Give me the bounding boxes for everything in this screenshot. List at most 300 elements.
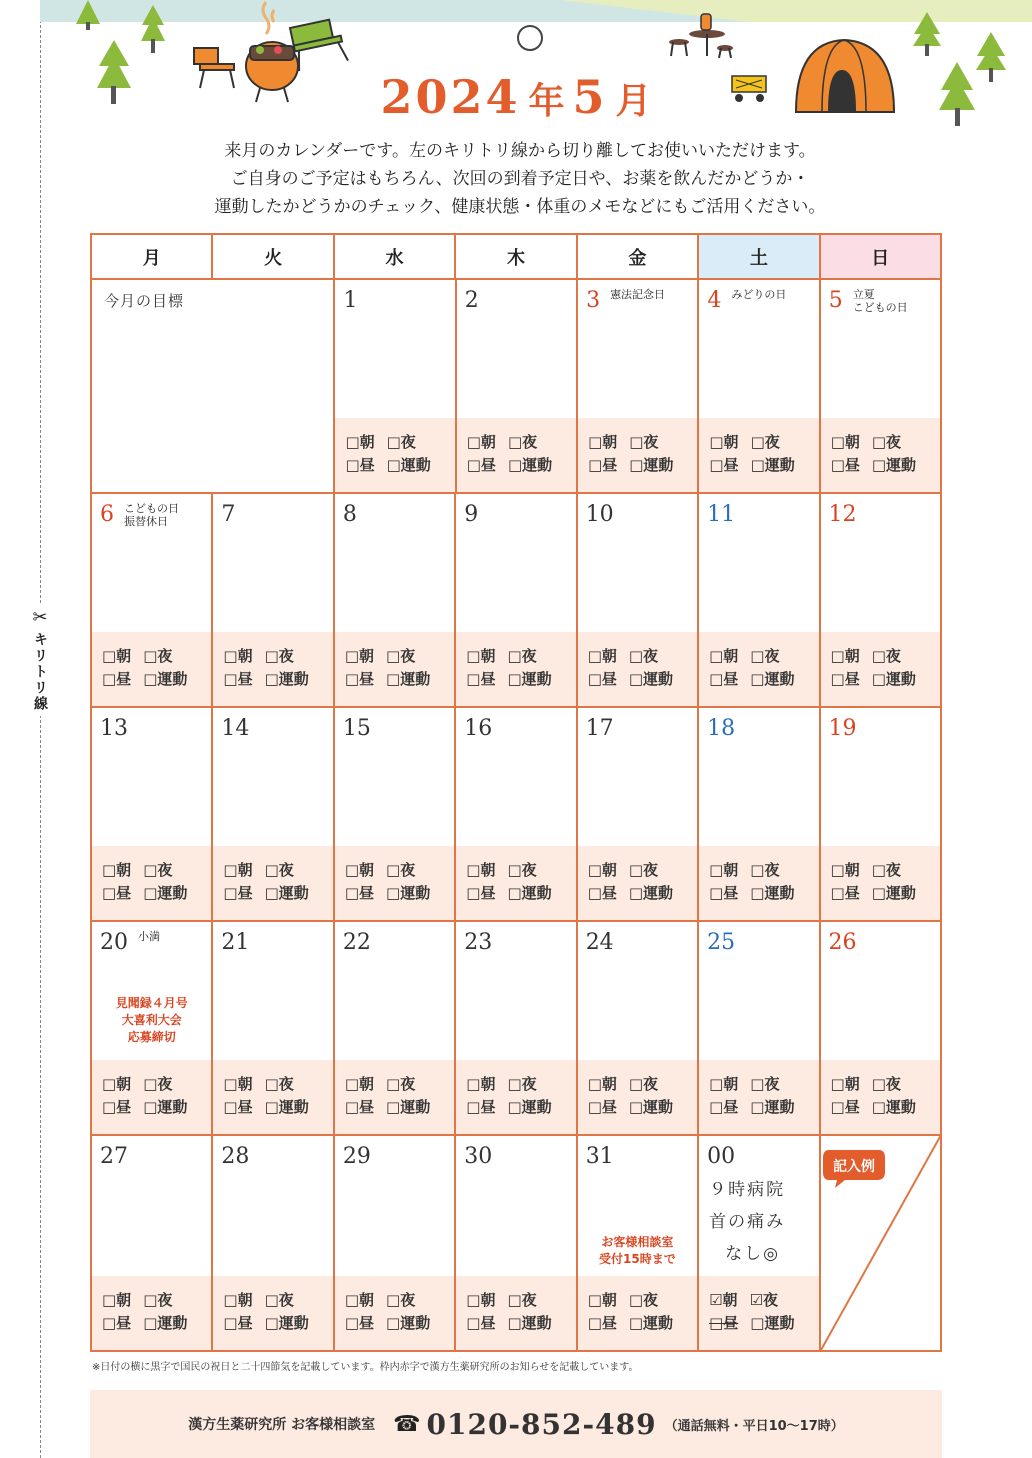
weekday-header-thu: 木 — [456, 235, 577, 278]
holiday-note: 小満 — [138, 930, 160, 943]
check-night[interactable]: □夜 — [507, 861, 537, 879]
tree-icon — [75, 0, 101, 30]
check-noon[interactable]: □昼 — [344, 884, 375, 902]
check-night[interactable]: □夜 — [871, 433, 902, 451]
check-night[interactable]: □夜 — [386, 433, 416, 451]
day-cell — [213, 708, 334, 920]
check-noon[interactable]: □昼 — [709, 670, 739, 688]
check-night[interactable]: □夜 — [750, 647, 780, 665]
check-morning[interactable]: □朝 — [223, 1291, 253, 1309]
check-row — [223, 859, 332, 882]
check-exercise[interactable]: □運動 — [507, 670, 552, 688]
check-row — [345, 454, 454, 477]
check-morning[interactable]: □朝 — [466, 647, 496, 665]
check-noon[interactable]: □昼 — [709, 1098, 739, 1116]
check-exercise[interactable]: □運動 — [386, 884, 431, 902]
check-row — [466, 1312, 575, 1335]
cut-line — [40, 0, 41, 1458]
check-morning[interactable]: □朝 — [709, 861, 739, 879]
check-row — [466, 1096, 575, 1119]
day-cell — [92, 922, 213, 1134]
check-boxes — [699, 1060, 818, 1134]
check-morning[interactable]: □朝 — [830, 647, 860, 665]
check-row — [345, 1289, 454, 1312]
check-exercise[interactable]: □運動 — [628, 1314, 674, 1332]
check-boxes — [92, 846, 211, 920]
day-number: 21 — [221, 930, 250, 955]
check-row — [466, 882, 575, 905]
check-row — [102, 668, 211, 691]
day-cell — [456, 708, 577, 920]
check-noon[interactable]: □昼 — [223, 1098, 253, 1116]
check-morning[interactable]: □朝 — [709, 647, 739, 665]
day-number: 1 — [343, 288, 358, 313]
check-row — [223, 1073, 332, 1096]
check-morning[interactable]: □朝 — [102, 1291, 132, 1309]
check-night[interactable]: □夜 — [507, 647, 537, 665]
day-cell — [92, 708, 213, 920]
check-boxes — [821, 1060, 940, 1134]
check-morning[interactable]: □朝 — [344, 1075, 375, 1093]
check-noon[interactable]: □昼 — [223, 670, 253, 688]
check-night[interactable]: □夜 — [264, 1075, 294, 1093]
day-number: 13 — [100, 716, 128, 741]
check-row — [709, 1289, 818, 1312]
day-number: 10 — [585, 502, 614, 527]
check-morning[interactable]: □朝 — [102, 647, 132, 665]
hanging-hole — [517, 25, 543, 51]
check-row — [466, 645, 575, 668]
day-number: 22 — [342, 930, 371, 955]
tree-icon — [938, 60, 976, 126]
day-number: 15 — [342, 716, 371, 741]
day-cell — [699, 708, 820, 920]
check-morning[interactable]: □朝 — [830, 861, 860, 879]
day-number: 4 — [707, 288, 722, 313]
check-row — [709, 1073, 818, 1096]
check-row — [709, 1096, 818, 1119]
check-night[interactable]: □夜 — [386, 861, 416, 879]
check-night[interactable]: □夜 — [264, 1291, 294, 1309]
check-exercise[interactable]: □運動 — [264, 1098, 309, 1116]
check-row — [223, 1312, 332, 1335]
example-cell — [699, 1136, 820, 1350]
check-boxes — [578, 418, 697, 492]
weekday-header-tue: 火 — [213, 235, 334, 278]
check-night[interactable]: □夜 — [507, 1291, 537, 1309]
check-night[interactable]: □夜 — [264, 647, 294, 665]
handwritten-note: なし◎ — [725, 1244, 780, 1264]
day-cell — [213, 1136, 334, 1350]
check-boxes — [456, 1060, 575, 1134]
check-noon[interactable]: □昼 — [587, 670, 617, 688]
check-morning[interactable]: □朝 — [223, 647, 253, 665]
check-noon[interactable]: □昼 — [102, 670, 132, 688]
scissors-icon: ✂ — [32, 607, 48, 628]
check-row — [223, 1096, 332, 1119]
check-morning[interactable]: □朝 — [223, 861, 253, 879]
day-cell — [821, 494, 940, 706]
check-row — [345, 859, 454, 882]
check-noon[interactable]: □昼 — [588, 456, 618, 474]
check-morning[interactable]: □朝 — [466, 1075, 496, 1093]
check-row — [709, 431, 818, 454]
day-number: 24 — [585, 930, 614, 955]
day-number: 2 — [464, 288, 479, 313]
check-noon[interactable]: □昼 — [102, 1098, 132, 1116]
check-noon[interactable]: □昼 — [830, 1098, 860, 1116]
day-cell — [578, 1136, 699, 1350]
day-cell — [821, 708, 940, 920]
check-row — [709, 668, 818, 691]
check-row — [345, 1073, 454, 1096]
check-morning[interactable]: □朝 — [830, 433, 860, 451]
check-row — [831, 1096, 940, 1119]
check-morning[interactable]: □朝 — [587, 861, 617, 879]
check-row — [831, 645, 940, 668]
page-title — [260, 70, 780, 124]
title-year: 2024 — [380, 70, 521, 124]
check-row — [345, 882, 454, 905]
intro-line: 来月のカレンダーです。左のキリトリ線から切り離してお使いいただけます。 — [224, 141, 816, 161]
check-night[interactable]: □夜 — [871, 1075, 901, 1093]
check-row — [831, 668, 940, 691]
day-cell — [578, 494, 699, 706]
check-row — [223, 645, 332, 668]
day-number: 5 — [828, 288, 843, 313]
check-noon[interactable]: □昼 — [587, 1098, 617, 1116]
check-boxes — [457, 418, 576, 492]
check-night[interactable]: □夜 — [507, 1075, 537, 1093]
check-night[interactable]: □夜 — [143, 1291, 173, 1309]
check-row — [588, 668, 697, 691]
title-month: 5 — [572, 70, 608, 124]
check-noon[interactable]: □昼 — [223, 1314, 253, 1332]
check-morning[interactable]: □朝 — [223, 1075, 253, 1093]
day-number: 27 — [100, 1144, 128, 1169]
day-number: 30 — [464, 1144, 493, 1169]
day-cell — [213, 922, 334, 1134]
check-night[interactable]: □夜 — [628, 861, 659, 879]
day-number: 14 — [221, 716, 250, 741]
contact-phone: 0120-852-489 — [426, 1407, 657, 1441]
check-night[interactable]: □夜 — [143, 647, 173, 665]
check-morning[interactable]: □朝 — [102, 861, 132, 879]
tent-icon — [792, 36, 898, 116]
check-noon[interactable]: □昼 — [345, 456, 375, 474]
check-boxes — [335, 632, 454, 706]
check-noon[interactable]: □昼 — [466, 884, 496, 902]
check-row — [223, 1289, 332, 1312]
check-morning[interactable]: □朝 — [588, 433, 618, 451]
check-exercise[interactable]: □運動 — [143, 1314, 188, 1332]
day-number: 25 — [707, 930, 736, 955]
holiday-note: こどもの日 振替休日 — [124, 502, 179, 528]
check-night[interactable]: □夜 — [143, 861, 173, 879]
check-morning[interactable]: □朝 — [709, 433, 739, 451]
check-exercise[interactable]: □運動 — [750, 884, 795, 902]
check-exercise[interactable]: □運動 — [871, 670, 916, 688]
day-number: 18 — [707, 716, 736, 741]
footnote: ※日付の横に黒字で国民の祝日と二十四節気を記載しています。枠内赤字で漢方生薬研究所のお知らせを記載しています。 — [92, 1362, 639, 1373]
check-noon[interactable]: □昼 — [709, 1314, 739, 1332]
check-row — [588, 1073, 697, 1096]
day-number: 16 — [464, 716, 493, 741]
check-night[interactable]: □夜 — [750, 1075, 780, 1093]
check-night[interactable]: □夜 — [143, 1075, 173, 1093]
contact-footer — [90, 1390, 942, 1458]
check-row — [588, 454, 697, 477]
holiday-note: 立夏 こどもの日 — [852, 288, 908, 314]
day-cell — [699, 280, 820, 492]
goal-label: 今月の目標 — [104, 292, 185, 310]
title-month-unit: 月 — [615, 80, 652, 122]
check-morning[interactable]: □朝 — [587, 647, 617, 665]
check-exercise[interactable]: □運動 — [750, 670, 795, 688]
example-badge — [821, 1146, 887, 1188]
check-noon[interactable]: □昼 — [709, 884, 739, 902]
check-boxes — [92, 632, 211, 706]
check-morning[interactable]: □朝 — [344, 647, 375, 665]
check-row — [831, 882, 940, 905]
check-night[interactable]: □夜 — [628, 1291, 659, 1309]
check-morning[interactable]: □朝 — [344, 1291, 375, 1309]
check-boxes — [213, 1276, 332, 1350]
day-number: 6 — [100, 502, 114, 527]
day-cell — [335, 1136, 456, 1350]
check-exercise[interactable]: □運動 — [629, 456, 674, 474]
contact-org: 漢方生薬研究所 お客様相談室 — [188, 1417, 376, 1433]
day-cell — [335, 494, 456, 706]
weekday-header-sat: 土 — [699, 235, 820, 278]
check-noon[interactable]: □昼 — [344, 1314, 375, 1332]
calendar-week-row — [92, 280, 940, 494]
check-row — [831, 859, 940, 882]
day-number: 9 — [464, 502, 479, 527]
check-boxes — [92, 1276, 211, 1350]
check-row — [102, 1096, 211, 1119]
check-row — [588, 645, 697, 668]
check-night[interactable]: ☑夜 — [749, 1291, 779, 1309]
check-noon[interactable]: □昼 — [830, 456, 860, 474]
day-number: 11 — [707, 502, 736, 527]
check-morning[interactable]: □朝 — [345, 433, 375, 451]
handwritten-note: ９時病院 — [709, 1180, 786, 1200]
check-noon[interactable]: □昼 — [830, 670, 860, 688]
check-row — [102, 1289, 211, 1312]
calendar-week-row — [92, 922, 940, 1136]
day-cell — [335, 708, 456, 920]
cut-label — [28, 604, 52, 716]
check-noon[interactable]: □昼 — [830, 884, 860, 902]
check-night[interactable]: □夜 — [386, 1291, 416, 1309]
check-morning[interactable]: ☑朝 — [709, 1291, 738, 1309]
check-exercise[interactable]: □運動 — [628, 670, 674, 688]
check-night[interactable]: □夜 — [264, 861, 294, 879]
weekday-header-sun: 日 — [821, 235, 940, 278]
check-row — [709, 645, 818, 668]
check-boxes — [821, 846, 940, 920]
check-exercise[interactable]: □運動 — [750, 456, 795, 474]
day-cell — [699, 494, 820, 706]
day-number: 12 — [828, 502, 857, 527]
holiday-note: みどりの日 — [731, 288, 787, 301]
day-number: 20 — [100, 930, 128, 955]
check-noon[interactable]: □昼 — [344, 1098, 375, 1116]
check-row — [102, 859, 211, 882]
check-exercise[interactable]: □運動 — [264, 884, 309, 902]
check-night[interactable]: □夜 — [871, 861, 901, 879]
check-boxes — [578, 632, 697, 706]
check-morning[interactable]: □朝 — [344, 861, 375, 879]
check-exercise[interactable]: □運動 — [628, 884, 674, 902]
check-morning[interactable]: □朝 — [587, 1075, 617, 1093]
check-boxes — [578, 1060, 697, 1134]
check-row — [466, 859, 575, 882]
check-boxes — [213, 846, 332, 920]
check-exercise[interactable]: □運動 — [264, 1314, 309, 1332]
check-exercise[interactable]: □運動 — [507, 884, 552, 902]
day-number: 7 — [221, 502, 236, 527]
check-exercise[interactable]: □運動 — [507, 1314, 552, 1332]
check-row — [709, 454, 818, 477]
day-number: 26 — [828, 930, 857, 955]
check-noon[interactable]: □昼 — [466, 456, 496, 474]
check-exercise[interactable]: □運動 — [507, 1098, 552, 1116]
day-cell — [578, 280, 699, 492]
check-night[interactable]: □夜 — [386, 1075, 416, 1093]
check-row — [345, 431, 454, 454]
check-noon[interactable]: □昼 — [223, 884, 253, 902]
intro-line: ご自身のご予定はもちろん、次回の到着予定日や、お薬を飲んだかどうか・ — [230, 169, 810, 189]
check-night[interactable]: □夜 — [628, 1075, 659, 1093]
check-noon[interactable]: □昼 — [709, 456, 739, 474]
check-morning[interactable]: □朝 — [709, 1075, 739, 1093]
check-row — [831, 431, 940, 454]
calendar-grid — [90, 233, 942, 1352]
day-number: 29 — [342, 1144, 371, 1169]
check-exercise[interactable]: □運動 — [871, 1098, 916, 1116]
check-exercise[interactable]: □運動 — [871, 884, 916, 902]
check-exercise[interactable]: □運動 — [871, 456, 917, 474]
check-boxes — [578, 846, 697, 920]
check-morning[interactable]: □朝 — [466, 433, 496, 451]
check-boxes — [456, 1276, 575, 1350]
check-exercise[interactable]: □運動 — [750, 1314, 795, 1332]
day-number: 19 — [828, 716, 857, 741]
day-cell — [213, 494, 334, 706]
day-number: 31 — [585, 1144, 614, 1169]
check-boxes — [335, 1276, 454, 1350]
check-noon[interactable]: □昼 — [102, 884, 132, 902]
intro-line: 運動したかどうかのチェック、健康状態・体重のメモなどにもご活用ください。 — [214, 197, 826, 217]
check-morning[interactable]: □朝 — [466, 861, 496, 879]
check-night[interactable]: □夜 — [628, 647, 659, 665]
check-row — [588, 859, 697, 882]
check-morning[interactable]: □朝 — [830, 1075, 860, 1093]
check-night[interactable]: □夜 — [507, 433, 538, 451]
check-morning[interactable]: □朝 — [466, 1291, 496, 1309]
check-noon[interactable]: □昼 — [587, 1314, 617, 1332]
check-exercise[interactable]: □運動 — [628, 1098, 674, 1116]
check-boxes — [699, 846, 818, 920]
check-night[interactable]: □夜 — [750, 861, 780, 879]
check-boxes — [213, 1060, 332, 1134]
day-cell — [456, 1136, 577, 1350]
check-exercise[interactable]: □運動 — [386, 670, 431, 688]
weekday-header-mon: 月 — [92, 235, 213, 278]
check-noon[interactable]: □昼 — [102, 1314, 132, 1332]
check-noon[interactable]: □昼 — [344, 670, 375, 688]
check-night[interactable]: □夜 — [386, 647, 416, 665]
check-row — [588, 1312, 697, 1335]
event-notice: お客様相談室 受付15時まで — [599, 1235, 676, 1266]
check-night[interactable]: □夜 — [871, 647, 901, 665]
check-night[interactable]: □夜 — [629, 433, 659, 451]
check-row — [831, 454, 940, 477]
check-night[interactable]: □夜 — [750, 433, 780, 451]
check-row — [102, 1073, 211, 1096]
holiday-note: 憲法記念日 — [610, 288, 666, 301]
day-cell — [335, 280, 456, 492]
check-morning[interactable]: □朝 — [102, 1075, 132, 1093]
check-exercise[interactable]: □運動 — [386, 1314, 431, 1332]
check-morning[interactable]: □朝 — [587, 1291, 617, 1309]
weekday-header-row — [92, 235, 940, 280]
tree-icon — [96, 38, 132, 106]
check-exercise[interactable]: □運動 — [143, 670, 188, 688]
day-cell — [92, 1136, 213, 1350]
check-exercise[interactable]: □運動 — [507, 456, 553, 474]
check-exercise[interactable]: □運動 — [386, 1098, 431, 1116]
check-row — [588, 1289, 697, 1312]
check-noon[interactable]: □昼 — [466, 670, 496, 688]
check-row — [345, 668, 454, 691]
day-number: 28 — [221, 1144, 250, 1169]
check-exercise[interactable]: □運動 — [143, 884, 188, 902]
check-row — [223, 882, 332, 905]
event-notice: 見聞録４月号 大喜利大会 応募締切 — [115, 996, 188, 1044]
check-row — [466, 1289, 575, 1312]
check-boxes — [335, 418, 454, 492]
day-cell — [92, 494, 213, 706]
day-cell — [821, 922, 940, 1134]
intro-text — [120, 137, 920, 221]
check-exercise[interactable]: □運動 — [386, 456, 431, 474]
check-row — [466, 1073, 575, 1096]
check-exercise[interactable]: □運動 — [143, 1098, 188, 1116]
check-boxes — [578, 1276, 697, 1350]
check-boxes — [92, 1060, 211, 1134]
contact-hours: （通話無料・平日10〜17時） — [664, 1418, 844, 1434]
check-noon[interactable]: □昼 — [466, 1314, 496, 1332]
day-cell — [456, 922, 577, 1134]
check-row — [467, 454, 576, 477]
table-chairs-icon — [665, 8, 735, 58]
check-noon[interactable]: □昼 — [466, 1098, 496, 1116]
check-boxes — [335, 846, 454, 920]
check-exercise[interactable]: □運動 — [264, 670, 309, 688]
check-noon[interactable]: □昼 — [587, 884, 617, 902]
check-boxes — [699, 1276, 818, 1350]
check-boxes — [456, 632, 575, 706]
check-row — [345, 1312, 454, 1335]
check-exercise[interactable]: □運動 — [750, 1098, 795, 1116]
check-boxes — [213, 632, 332, 706]
weekday-header-fri: 金 — [578, 235, 699, 278]
handwritten-note: 首の痛み — [709, 1212, 786, 1232]
check-row — [102, 882, 211, 905]
